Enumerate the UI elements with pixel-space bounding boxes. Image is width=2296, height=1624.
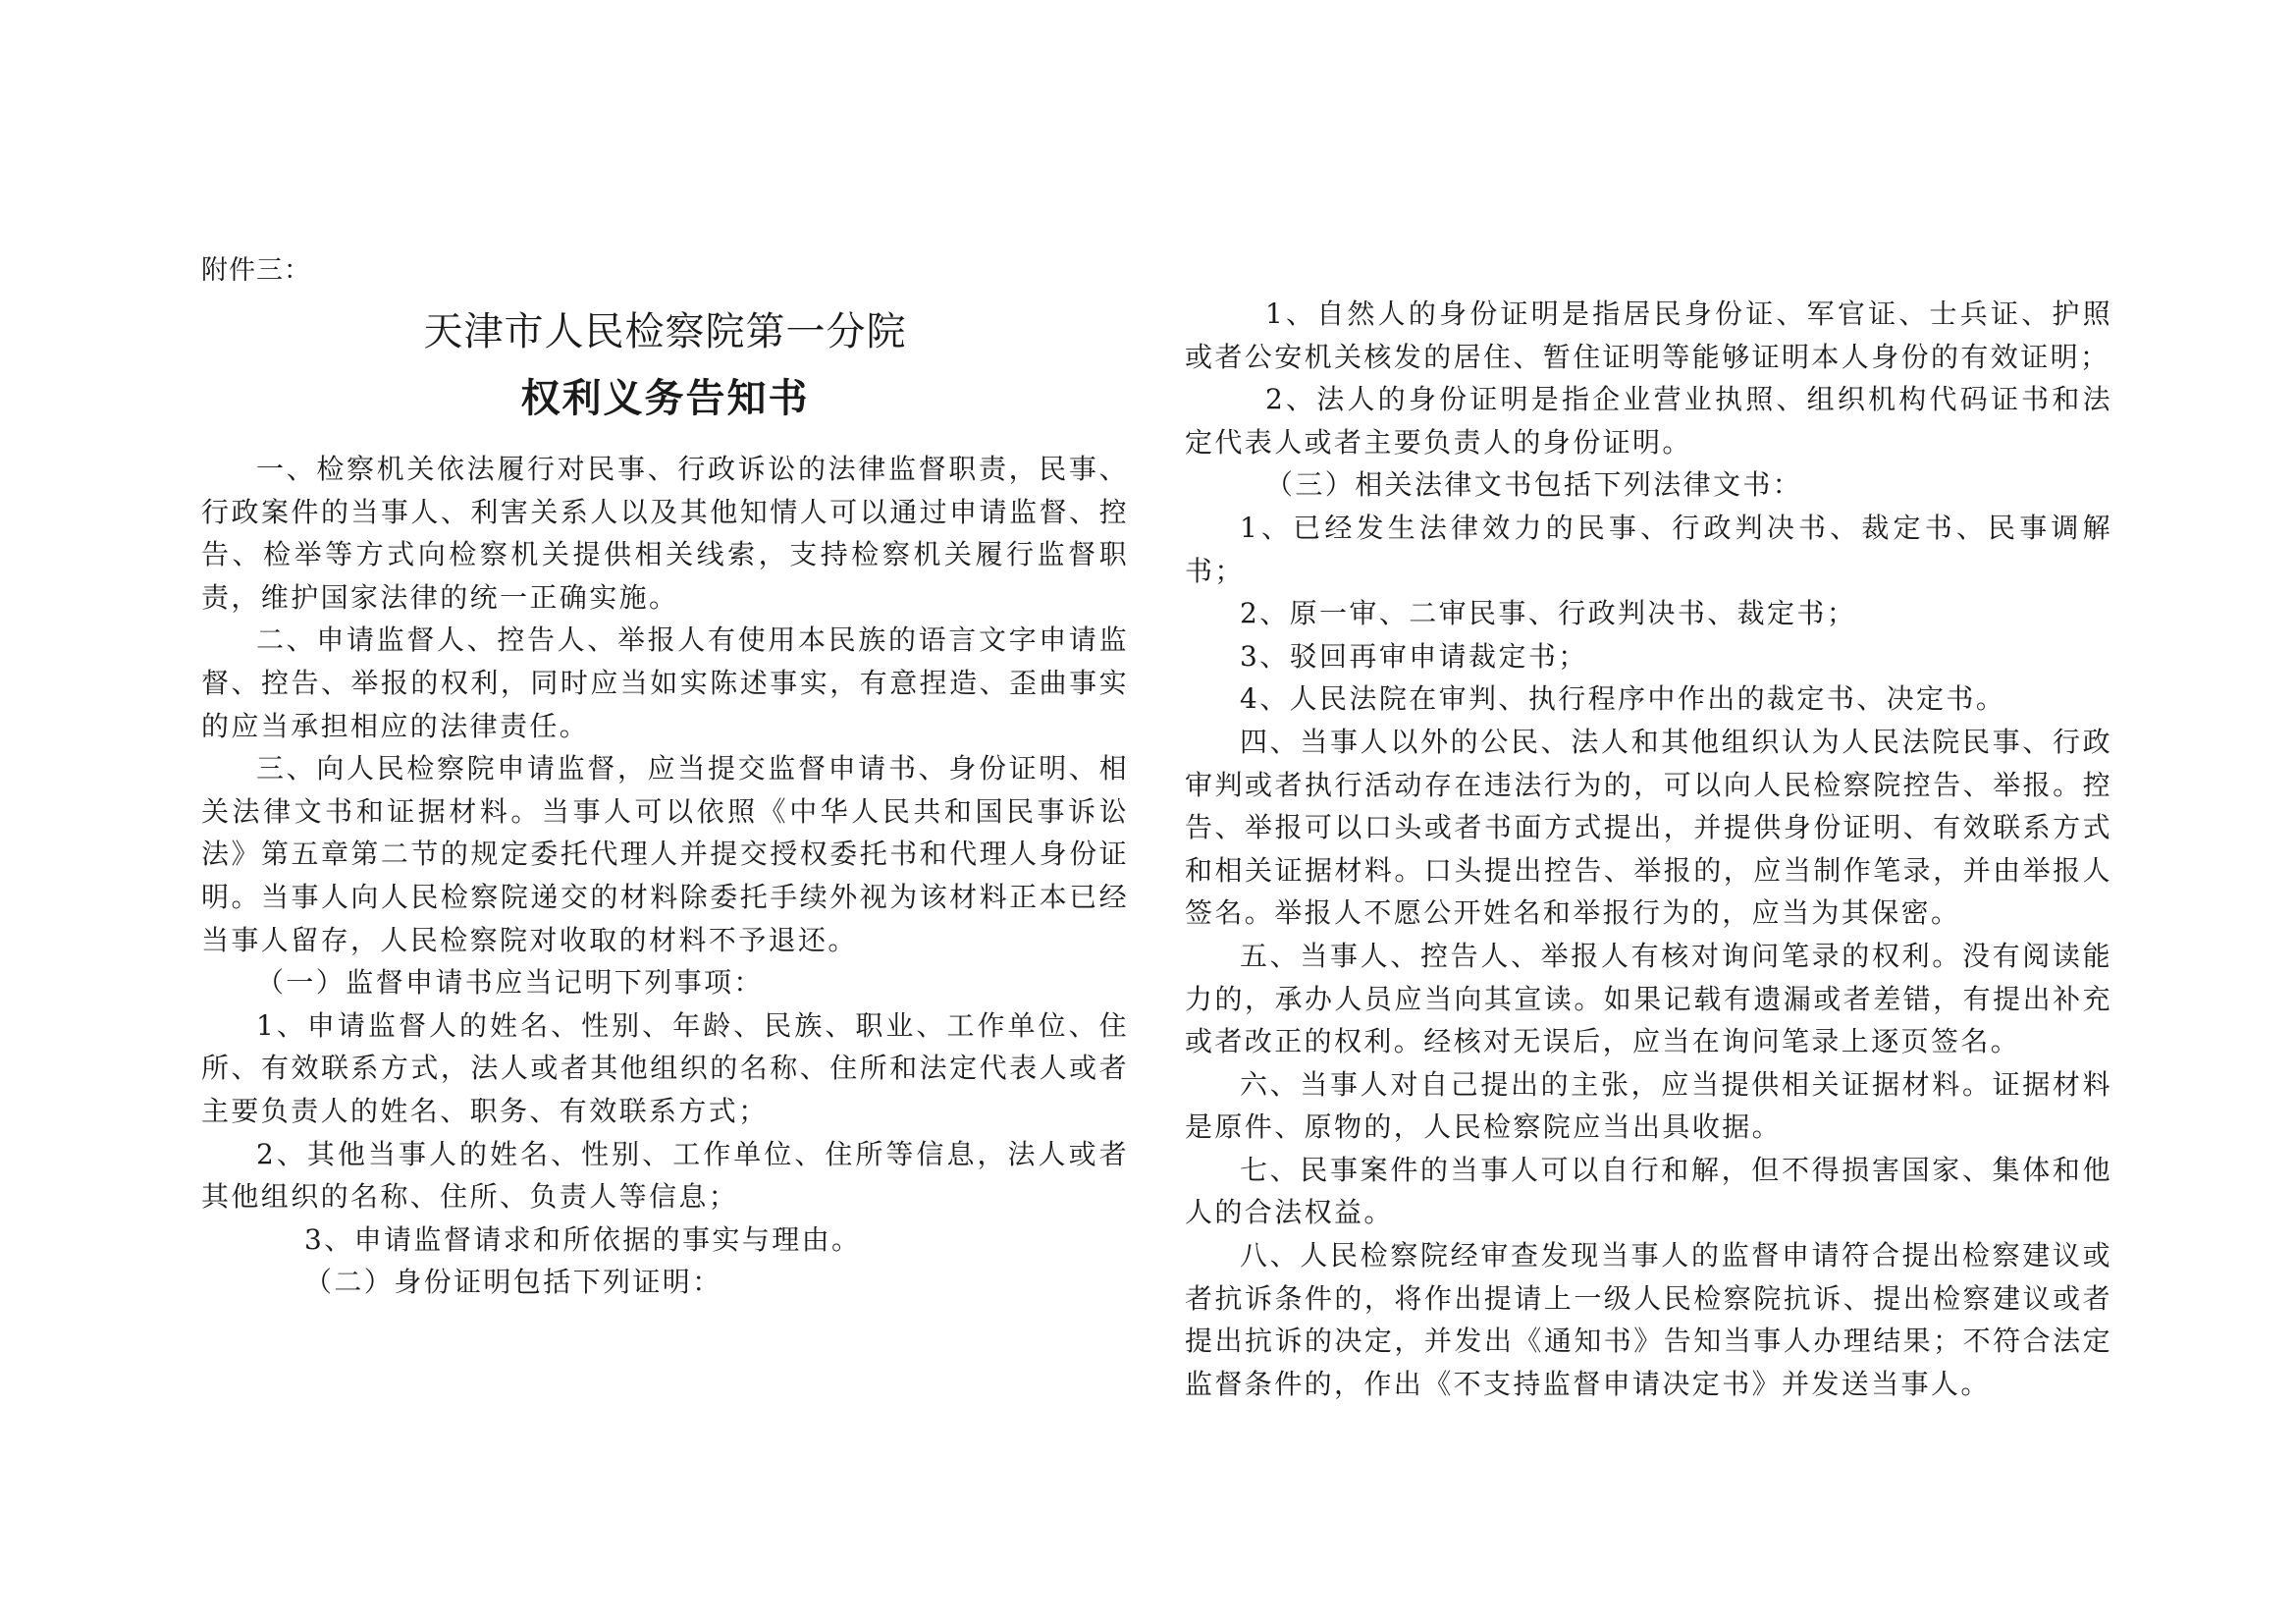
paragraph: 一、检察机关依法履行对民事、行政诉讼的法律监督职责，民事、行政案件的当事人、利害关系人以及其他知情人可以通过申请监督、控告、检举等方式向检察机关提供相关线索，支持检察机关履行监督职责，维护国家法律的统一正确实施。 <box>201 453 1129 614</box>
paragraph: 三、向人民检察院申请监督，应当提交监督申请书、身份证明、相关法律文书和证据材料。当事人可以依照《中华人民共和国民事诉讼法》第五章第二节的规定委托代理人并提交授权委托书和代理人身份证明。当事人向人民检察院递交的材料除委托手续外视为该材料正本已经当事人留存，人民检察院对收取的材料不予退还。 <box>201 752 1129 956</box>
paragraph: 2、原一审、二审民事、行政判决书、裁定书； <box>1240 597 1857 630</box>
paragraph: 五、当事人、控告人、举报人有核对询问笔录的权利。没有阅读能力的，承办人员应当向其宣读。如果记载有遗漏或者差错，有提出补充或者改正的权利。经核对无误后，应当在询问笔录上逐页签名。 <box>1185 939 2112 1058</box>
paragraph: 1、申请监督人的姓名、性别、年龄、民族、职业、工作单位、住所、有效联系方式，法人或者其他组织的名称、住所和法定代表人或者主要负责人的姓名、职务、有效联系方式； <box>201 1008 1129 1127</box>
paragraph: 3、申请监督请求和所依据的事实与理由。 <box>304 1222 862 1256</box>
paragraph: 八、人民检察院经审查发现当事人的监督申请符合提出检察建议或者抗诉条件的，将作出提请上一级人民检察院抗诉、提出检察建议或者提出抗诉的决定，并发出《通知书》告知当事人办理结果；不符合法定监督条件的，作出《不支持监督申请决定书》并发送当事人。 <box>1185 1239 2112 1400</box>
paragraph: （二）身份证明包括下列证明： <box>304 1266 722 1299</box>
attachment-label: 附件三： <box>201 255 311 286</box>
paragraph: 1、已经发生法律效力的民事、行政判决书、裁定书、民事调解书； <box>1185 511 2112 587</box>
paragraph: 六、当事人对自己提出的主张，应当提供相关证据材料。证据材料是原件、原物的，人民检察院应当出具收据。 <box>1185 1067 2112 1144</box>
org-title: 天津市人民检察院第一分院 <box>423 309 907 354</box>
paragraph: 4、人民法院在审判、执行程序中作出的裁定书、决定书。 <box>1240 682 2006 716</box>
paragraph: （一）监督申请书应当记明下列事项： <box>256 966 764 1000</box>
left-column <box>201 448 1129 1304</box>
paragraph: 七、民事案件的当事人可以自行和解，但不得损害国家、集体和他人的合法权益。 <box>1185 1153 2112 1229</box>
right-column <box>1185 293 2112 1405</box>
paragraph: 二、申请监督人、控告人、举报人有使用本民族的语言文字申请监督、控告、举报的权利，同时应当如实陈述事实，有意捏造、歪曲事实的应当承担相应的法律责任。 <box>201 623 1129 742</box>
paragraph: 2、其他当事人的姓名、性别、工作单位、住所等信息，法人或者其他组织的名称、住所、负责人等信息； <box>201 1137 1129 1214</box>
paragraph: 1、自然人的身份证明是指居民身份证、军官证、士兵证、护照或者公安机关核发的居住、暂住证明等能够证明本人身份的有效证明； <box>1185 298 2112 373</box>
doc-title: 权利义务告知书 <box>520 375 810 421</box>
paragraph: 3、驳回再审申请裁定书； <box>1240 639 1588 673</box>
paragraph: （三）相关法律文书包括下列法律文书： <box>1265 468 1803 502</box>
paragraph: 2、法人的身份证明是指企业营业执照、组织机构代码证书和法定代表人或者主要负责人的身份证明。 <box>1185 383 2112 459</box>
paragraph: 四、当事人以外的公民、法人和其他组织认为人民法院民事、行政审判或者执行活动存在违法行为的，可以向人民检察院控告、举报。控告、举报可以口头或者书面方式提出，并提供身份证明、有效联系方式和相关证据材料。口头提出控告、举报的，应当制作笔录，并由举报人签名。举报人不愿公开姓名和举报行为的，应当为其保密。 <box>1185 725 2112 930</box>
